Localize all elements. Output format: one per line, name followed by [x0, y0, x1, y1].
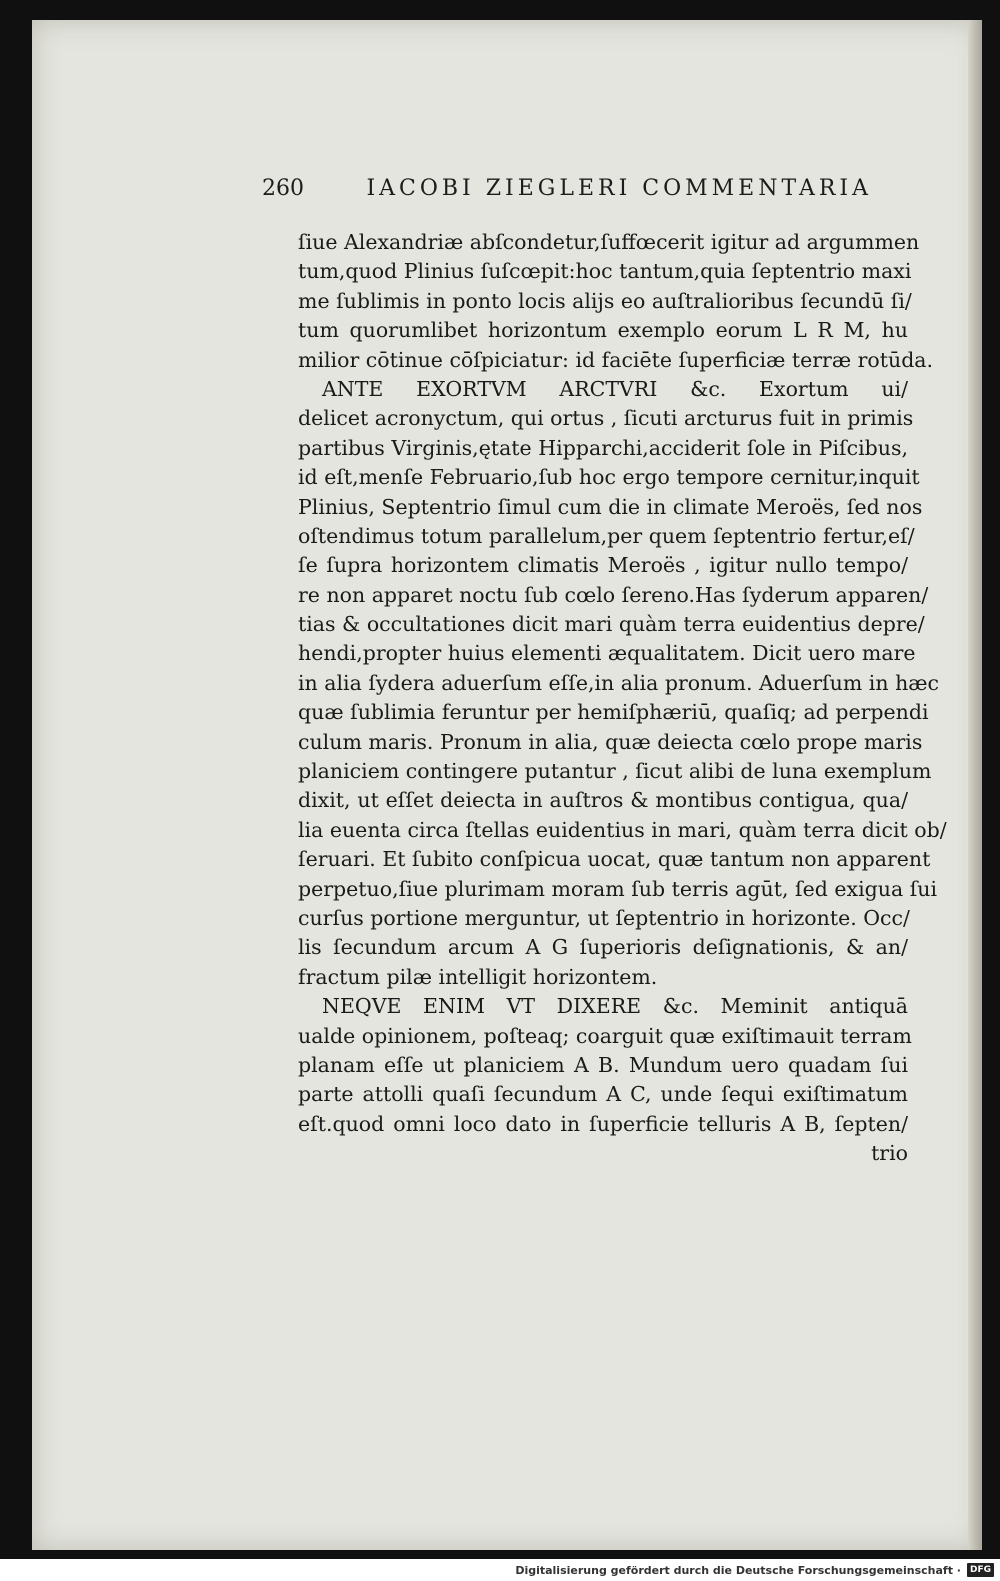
text-line: planam eſſe ut planiciem A B. Mundum uero quadam ſui	[298, 1052, 908, 1077]
text-line: NEQVE ENIM VT DIXERE &c. Meminit antiquā	[322, 994, 908, 1019]
text-line: eſt.quod omni loco dato in ſuperficie telluris A B, ſepten/	[298, 1111, 908, 1136]
text-line: ualde opinionem, poſteaq; coarguit quæ exiſtimauit terram	[298, 1023, 912, 1048]
text-line: curſus portione merguntur, ut ſeptentrio in horizonte. Occ/	[298, 905, 910, 930]
text-line: ſiue Alexandriæ abſcondetur,ſuffœcerit igitur ad argummen	[298, 230, 920, 254]
page-number: 260	[262, 176, 304, 201]
page-header	[262, 176, 872, 201]
text-line: quæ ſublimia feruntur per hemiſphæriū, quaſiq; ad perpendi	[298, 700, 929, 725]
text-line: lia euenta circa ſtellas euidentius in mari, quàm terra dicit ob/	[298, 817, 947, 842]
text-line: id eſt,menſe Februario,ſub hoc ergo tempore cernitur,inquit	[298, 465, 920, 490]
text-line: delicet acronyctum, qui ortus , ſicuti arcturus fuit in primis	[298, 406, 914, 431]
body-text	[298, 228, 947, 1169]
text-line: oſtendimus totum parallelum,per quem ſeptentrio fertur,eſ/	[298, 523, 915, 548]
text-line: culum maris. Pronum in alia, quæ deiecta cœlo prope maris	[298, 729, 923, 754]
text-line: fractum pilæ intelligit horizontem.	[298, 964, 658, 989]
text-line: tias & occultationes dicit mari quàm terra euidentius depre/	[298, 612, 925, 637]
footer-bar	[0, 1559, 1000, 1581]
text-line: tum,quod Plinius ſuſcœpit:hoc tantum,quia ſeptentrio maxi	[298, 259, 912, 284]
page-edge	[968, 20, 982, 1550]
text-line: Plinius, Septentrio ſimul cum die in climate Meroës, ſed nos	[298, 494, 923, 519]
text-line: milior cōtinue cōſpiciatur: id faciēte ſuperficiæ terræ rotūda.	[298, 347, 934, 372]
running-head: IACOBI ZIEGLERI COMMENTARIA	[366, 176, 872, 201]
text-line: tum quorumlibet horizontum exemplo eorum L R M, hu	[298, 318, 908, 343]
text-line: in alia ſydera aduerſum eſſe,in alia pronum. Aduerſum in hæc	[298, 670, 940, 695]
text-line: ſeruari. Et ſubito conſpicua uocat, quæ tantum non apparent	[298, 847, 931, 872]
text-line: me ſublimis in ponto locis alijs eo auſtralioribus ſecundū ſi/	[298, 288, 912, 313]
dfg-logo: DFG	[967, 1563, 994, 1577]
text-line: dixit, ut eſſet deiecta in auſtros & montibus contigua, qua/	[298, 788, 908, 813]
text-line: planiciem contingere putantur , ſicut alibi de luna exemplum	[298, 759, 932, 784]
text-line: re non apparet noctu ſub cœlo ſereno.Has ſyderum apparen/	[298, 582, 929, 607]
text-line: lis ſecundum arcum A G ſuperioris deſignationis, & an/	[298, 935, 908, 960]
text-line: hendi,propter huius elementi æqualitatem. Dicit uero mare	[298, 641, 916, 666]
text-line: partibus Virginis,ętate Hipparchi,acciderit ſole in Piſcibus,	[298, 435, 908, 460]
text-line: ANTE EXORTVM ARCTVRI &c. Exortum ui/	[322, 376, 908, 401]
text-line: perpetuo,ſiue plurimam moram ſub terris agūt, ſed exigua ſui	[298, 876, 938, 901]
text-line: parte attolli quaſi ſecundum A C, unde ſequi exiſtimatum	[298, 1082, 908, 1107]
funding-credit: Digitalisierung gefördert durch die Deutsche Forschungsgemeinschaft ·	[515, 1563, 961, 1577]
catchword: trio	[871, 1141, 908, 1166]
text-line: ſe ſupra horizontem climatis Meroës , igitur nullo tempo/	[298, 553, 908, 578]
